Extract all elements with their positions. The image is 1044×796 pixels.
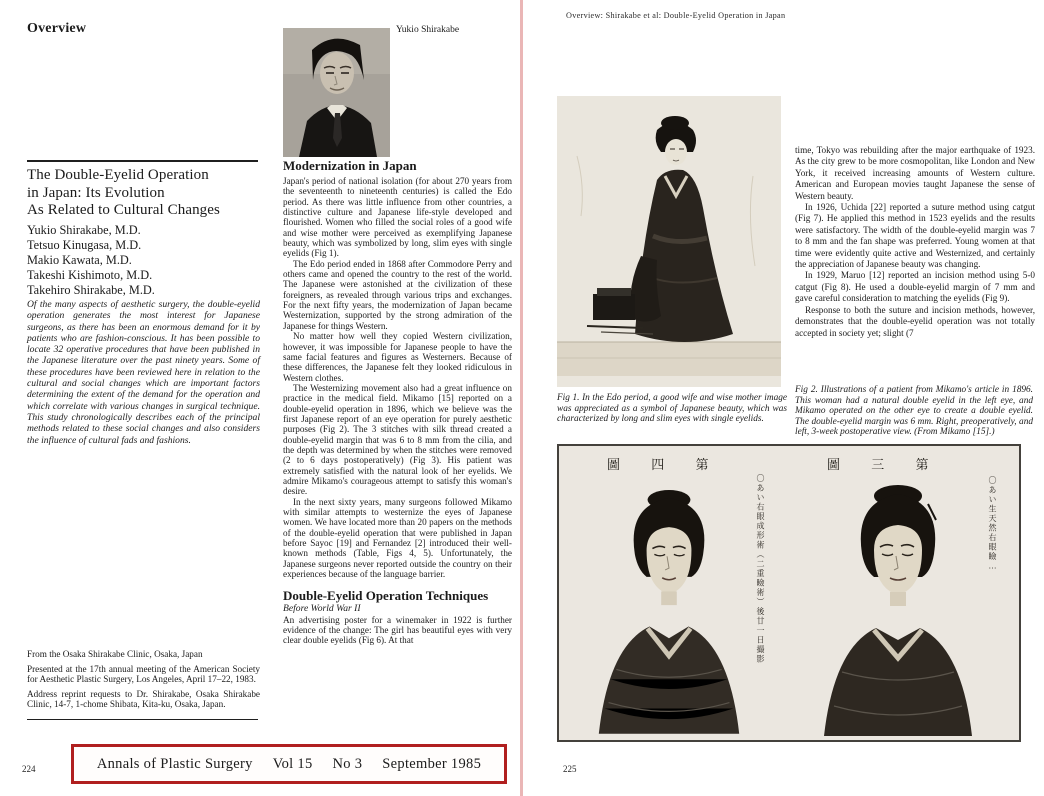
figure2-right-portrait bbox=[817, 480, 979, 736]
figure2-center-vertical-text: 〇あい右眼成形術（二重瞼術）後廿一日撮影 bbox=[756, 474, 765, 664]
figure2-right-panel-header: 圖 三 第 bbox=[827, 457, 943, 472]
section-heading-modernization: Modernization in Japan bbox=[283, 158, 417, 173]
section-heading-techniques: Double-Eyelid Operation Techniques bbox=[283, 588, 489, 604]
author-photo bbox=[283, 28, 390, 157]
body-paragraph: Japan's period of national isolation (for about 270 years from the seventeenth to nineteenth centuries) is called the Edo period. As there was little influence from other countries, a distinctive culture and Japanese life-style developed and flourished. Women who filled the social roles of a good wife and wise mother were perceived as exemplifying Japanese beauty, which was symbolized by long, slim eyes with single eyelids (Fig 1). bbox=[283, 176, 512, 259]
figure2-left-portrait-drawing bbox=[591, 484, 747, 734]
author-name: Makio Kawata, M.D. bbox=[27, 253, 132, 267]
body-paragraph: time, Tokyo was rebuilding after the major earthquake of 1923. As the city grew to be more cosmopolitan, like London and New York, it received increasing amounts of Western culture. American and European movies taught Japanese the sense of Western beauty. bbox=[795, 145, 1035, 201]
page-number-right: 225 bbox=[563, 764, 577, 774]
figure2-right-vertical-text: 〇あい生天然右眼瞼… bbox=[988, 476, 997, 572]
journal-banner bbox=[71, 744, 507, 784]
journal-volume: Vol 15 bbox=[272, 755, 313, 772]
page-number-left: 224 bbox=[22, 764, 36, 774]
body-paragraph: In 1926, Uchida [22] reported a suture method using catgut (Fig 7). He applied this method in 1523 eyelids and the results were satisfactory. The width of the double-eyelid margin was 7 to 8 mm and the fan shape was preferred. Young women at that time were evidently quite active and Westernized, and certainly the appreciation of Japanese beauty was changing. bbox=[795, 202, 1035, 270]
subsection-heading-before-ww2: Before World War II bbox=[283, 603, 361, 615]
right-column bbox=[795, 145, 1035, 339]
author-name: Takeshi Kishimoto, M.D. bbox=[27, 268, 153, 282]
journal-date: September 1985 bbox=[382, 755, 482, 772]
author-name: Yukio Shirakabe, M.D. bbox=[27, 223, 141, 237]
article-title bbox=[27, 167, 272, 220]
footnote-rule bbox=[27, 719, 258, 720]
title-line-1: The Double-Eyelid Operation bbox=[27, 167, 209, 183]
body-paragraph: No matter how well they copied Western civilization, however, it was impossible for Japanese people to have the same facial features and figures as Westerners. Because of these differences, the Japanese felt they looked ridiculous in Western clothes. bbox=[283, 331, 512, 383]
figure1-image bbox=[557, 96, 781, 387]
title-line-3: As Related to Cultural Changes bbox=[27, 202, 220, 218]
author-photo-image bbox=[283, 28, 390, 157]
footnote: Presented at the 17th annual meeting of the American Society for Aesthetic Plastic Surgery, Los Angeles, April 17–22, 1983. bbox=[27, 663, 260, 684]
footnote-block bbox=[27, 649, 260, 714]
running-head-right: Overview: Shirakabe et al: Double-Eyelid Operation in Japan bbox=[566, 11, 786, 20]
running-head-left: Overview bbox=[27, 21, 87, 36]
footnote: From the Osaka Shirakabe Clinic, Osaka, Japan bbox=[27, 649, 203, 659]
body-paragraph: The Westernizing movement also had a great influence on practice in the medical field. Mikamo [15] reported on a double-eyelid operation in 1896, which we believe was the first Japanese report of an eye operation for purely aesthetic purposes (Fig 2). The 3 stitches with silk thread created a double-eyelid margin that was 6 to 8 mm from the cilia, and the depth was determined by when the stitches were removed (2 to 6 days postoperatively) (Fig 3). His patient was extremely satisfied with the natural look of her eyelids. We admire Mikamo's courageous attempt to satisfy this woman's desire. bbox=[283, 382, 512, 497]
figure2-caption: Fig 2. Illustrations of a patient from Mikamo's article in 1896. This woman had a natural double eyelid in the left eye, and Mikamo operated on the other eye to create a double eyelid. The double-eyelid margin was 6 mm. Right, preoperatively, and left, 3-week postoperative view. (From Mikamo [15].) bbox=[795, 385, 1033, 438]
author-list bbox=[27, 223, 155, 298]
abstract: Of the many aspects of aesthetic surgery, the double-eyelid operation generates the most interest for Japanese surgeons, as there has been an enormous demand for it by patients who are fashion-conscious. It has been possible to locate 32 operative procedures that have been published in the Japanese literature over the past ninety years. Some of these procedures have been reviewed here in relation to the cultural and social changes which are important factors determining the extent of the demand for the operation and which correlate with various changes in surgical technique. This study chronologically describes each of the principal methods related to these social changes and also considers the influence of cultural fads and fashions. bbox=[27, 299, 260, 446]
figure2-image bbox=[557, 444, 1021, 742]
figure1-caption: Fig 1. In the Edo period, a good wife and wise mother image was appreciated as a symbol of Japanese beauty, which was characterized by long and slim eyes with single eyelids. bbox=[557, 393, 787, 425]
body-paragraph: An advertising poster for a winemaker in 1922 is further evidence of the change: The girl has beautiful eyes with very clear double eyelids (Fig 6). At that bbox=[283, 614, 512, 646]
page-gutter-divider bbox=[520, 0, 523, 796]
middle-column bbox=[283, 158, 512, 646]
author-photo-caption: Yukio Shirakabe bbox=[396, 25, 460, 35]
body-paragraph: In the next sixty years, many surgeons followed Mikamo with similar attempts to westernize the eyes of Japanese women. We have located more than 20 papers on the methods of the double-eyelid operation that were published in Japan before Sayoc [19] and Fernandez [2] introduced their well-known methods (Table, Figs 4, 5). Unfortunately, the Japanese surgeons never reported outside the country on their experiences because of the language barrier. bbox=[283, 496, 512, 580]
author-name: Tetsuo Kinugasa, M.D. bbox=[27, 238, 142, 252]
body-paragraph: In 1929, Maruo [12] reported an incision method using 5-0 catgut (Fig 8). He used a double-eyelid margin of 7 mm and gave careful consideration to matching the eyelids (Fig 9). bbox=[795, 270, 1035, 304]
journal-name: Annals of Plastic Surgery bbox=[96, 755, 253, 772]
figure1-drawing bbox=[557, 96, 781, 387]
title-rule bbox=[27, 160, 258, 162]
title-line-2: in Japan: Its Evolution bbox=[27, 184, 165, 201]
figure2-left-portrait bbox=[591, 484, 747, 734]
author-name: Takehiro Shirakabe, M.D. bbox=[27, 283, 155, 297]
footnote: Address reprint requests to Dr. Shirakabe, Osaka Shirakabe Clinic, 14-7, 1-chome Shibata, Kita-ku, Osaka, Japan. bbox=[27, 688, 260, 709]
figure2-left-panel-header: 圖 四 第 bbox=[607, 457, 723, 472]
body-paragraph: The Edo period ended in 1868 after Commodore Perry and others came and opened the country to the rest of the world. The Japanese were astonished at the civilization of these foreigners, as revealed through various trips and exchanges. For the next fifty years, the modernization of Japan became Westernization, supported by the strong admiration of the Japanese for things Western. bbox=[283, 258, 512, 331]
journal-issue: No 3 bbox=[332, 755, 363, 772]
figure2-right-portrait-drawing bbox=[817, 480, 979, 736]
body-paragraph: Response to both the suture and incision methods, however, demonstrates that the double-eyelid operation was not totally accepted in society yet; slight (7 bbox=[795, 304, 1035, 338]
